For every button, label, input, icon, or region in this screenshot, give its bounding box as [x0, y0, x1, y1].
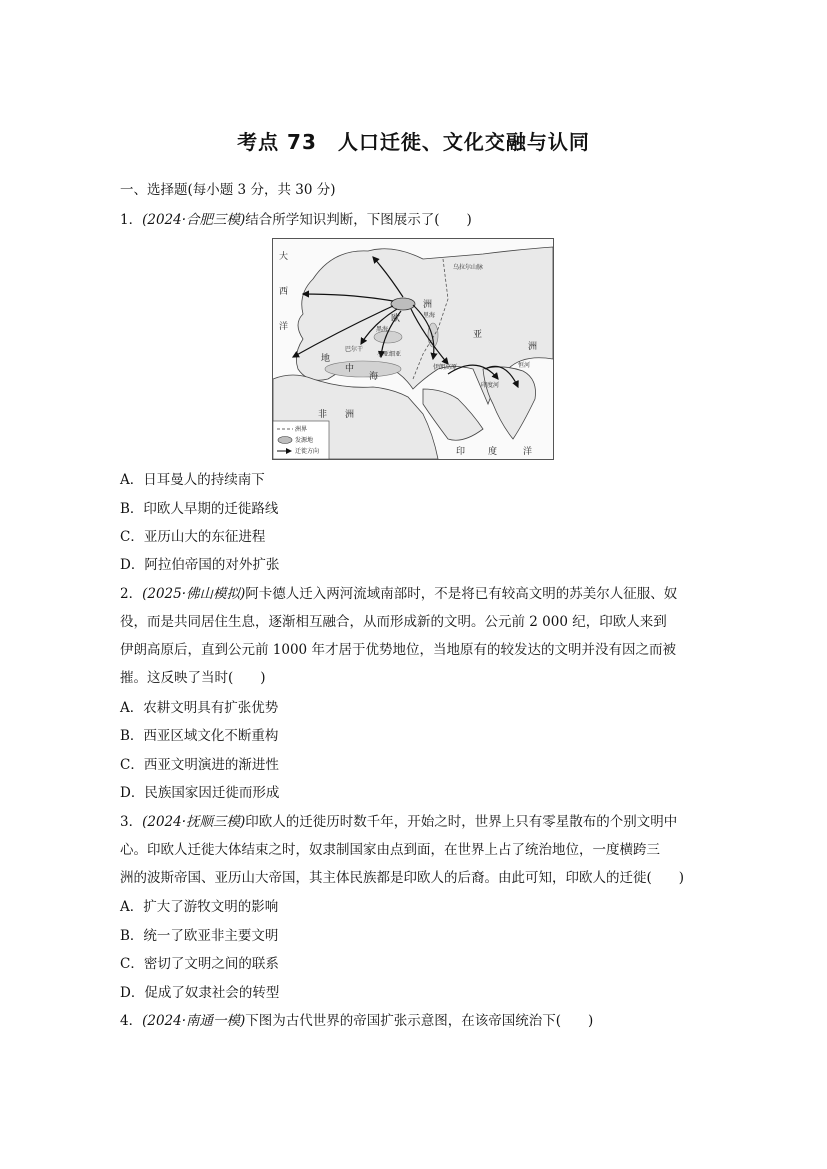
label-zhou2: 洲: [528, 342, 538, 352]
question-number: 2．: [120, 586, 143, 602]
question-text: 结合所学知识判断，下图展示了( ): [245, 212, 472, 228]
label-di: 地: [321, 354, 331, 364]
label-ya: 亚: [473, 330, 483, 340]
question-3-line-2: 心。印欧人迁徙大体结束之时，奴隶制国家由点到面，在世界上占了统治地位，一度横跨三: [120, 842, 660, 858]
q3-option-b: B．统一了欧亚非主要文明: [120, 928, 279, 944]
label-yin: 印: [456, 447, 466, 457]
india-landmass: [483, 367, 536, 439]
mediterranean-sea: [325, 361, 401, 377]
map-legend: [273, 421, 329, 459]
question-source: (2024·南通一模): [142, 1013, 246, 1029]
label-caspian: 里海: [423, 312, 436, 319]
question-3-line-3: 洲的波斯帝国、亚历山大帝国，其主体民族都是印欧人的后裔。由此可知，印欧人的迁徙( ): [120, 870, 685, 886]
question-text: 阿卡德人迁入两河流域南部时，不是将已有较高文明的苏美尔人征服、奴: [245, 586, 678, 602]
label-ganggan: 巴尔干: [345, 346, 364, 353]
origin-area: [391, 298, 415, 310]
q2-option-a: A．农耕文明具有扩张优势: [120, 700, 279, 716]
page-title: 考点 73 人口迁徙、文化交融与认同: [237, 130, 590, 154]
label-yilang: 伊朗高原: [433, 364, 458, 371]
question-4-stem: [120, 1011, 593, 1031]
question-source: (2024·合肥三模): [142, 212, 246, 228]
label-zhou3: 洲: [345, 410, 355, 420]
question-source: (2024·抚顺三模): [142, 814, 246, 830]
q1-option-a: A．日耳曼人的持续南下: [120, 472, 265, 488]
label-xi: 西: [279, 287, 289, 297]
legend-direction: 迁徙方向: [295, 448, 320, 455]
arabia-landmass: [423, 389, 483, 440]
label-xiaoya: 小亚细亚: [377, 351, 402, 358]
label-ural: 乌拉尔山脉: [453, 264, 484, 271]
question-1-stem: [120, 210, 472, 230]
q2-option-c: C．西亚文明演进的渐进性: [120, 757, 279, 773]
label-hai: 海: [369, 372, 379, 382]
q3-option-a: A．扩大了游牧文明的影响: [120, 899, 279, 915]
question-number: 4．: [120, 1013, 143, 1029]
question-2-line-1: [120, 584, 677, 604]
q1-option-d: D．阿拉伯帝国的对外扩张: [120, 557, 280, 573]
question-2-line-3: 伊朗高原后，直到公元前 1000 年才居于优势地位，当地原有的较发达的文明并没有因之而被: [120, 642, 676, 658]
label-heihai: 黑海: [376, 326, 389, 333]
label-yang: 洋: [279, 322, 289, 332]
label-yang2: 洋: [523, 447, 533, 457]
q2-option-d: D．民族国家因迁徙而形成: [120, 785, 280, 801]
question-text: 印欧人的迁徙历时数千年，开始之时，世界上只有零星散布的个别文明中: [245, 814, 678, 830]
map-svg: [273, 239, 553, 459]
label-zhong: 中: [345, 364, 355, 374]
q3-option-c: C．密切了文明之间的联系: [120, 956, 279, 972]
question-source: (2025·佛山模拟): [142, 586, 246, 602]
label-fei: 非: [318, 410, 328, 420]
question-3-line-1: [120, 812, 677, 832]
legend-origin: 发源地: [295, 437, 314, 444]
question-number: 3．: [120, 814, 143, 830]
migration-map: [272, 238, 554, 460]
question-2-line-2: 役，而是共同居住生息，逐渐相互融合，从而形成新的文明。公元前 2 000 纪，印欧人来到: [120, 614, 667, 630]
label-ou: 欧: [391, 314, 401, 324]
question-text: 下图为古代世界的帝国扩张示意图，在该帝国统治下( ): [245, 1013, 594, 1029]
question-2-line-4: 摧。这反映了当时( ): [120, 670, 266, 686]
q1-option-b: B．印欧人早期的迁徙路线: [120, 501, 279, 517]
q2-option-b: B．西亚区域文化不断重构: [120, 728, 279, 744]
q3-option-d: D．促成了奴隶社会的转型: [120, 985, 280, 1001]
label-hengh: 恒河: [518, 362, 531, 369]
q1-option-c: C．亚历山大的东征进程: [120, 529, 266, 545]
legend-border: 洲界: [295, 426, 308, 433]
question-number: 1．: [120, 212, 143, 228]
label-yinh: 印度河: [481, 382, 500, 389]
section-heading: 一、选择题(每小题 3 分，共 30 分): [120, 182, 336, 198]
label-du: 度: [488, 447, 498, 457]
label-zhou: 洲: [423, 300, 433, 310]
label-da: 大: [279, 252, 289, 262]
